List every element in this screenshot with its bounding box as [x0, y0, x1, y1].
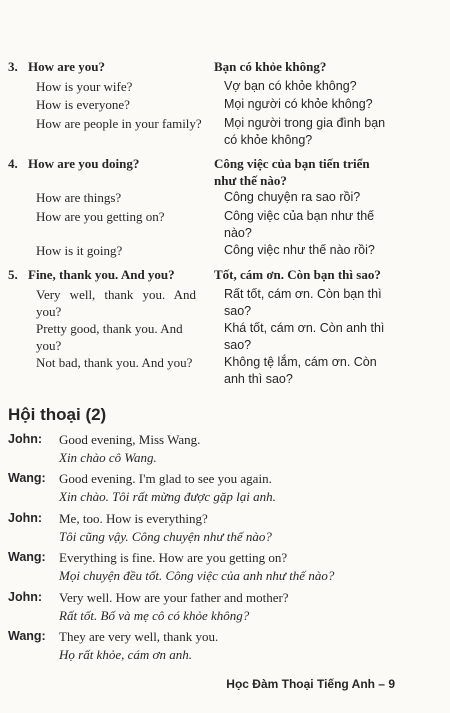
line-en: Everything is fine. How are you getting on?	[59, 550, 288, 565]
phrase-5-en-head: 5. Fine, thank you. And you?	[8, 267, 175, 282]
line-vi: Rất tốt. Bố và mẹ cô có khỏe không?	[59, 608, 250, 623]
phrase-3-en-head: 3. How are you?	[8, 59, 106, 74]
phrase-3-item-3-vi: Mọi người trong gia đình bạn có khỏe không?	[224, 116, 386, 147]
line-en: Good evening, Miss Wang.	[59, 432, 201, 447]
speaker: Wang:	[8, 471, 46, 485]
speaker: Wang:	[8, 629, 46, 643]
phrase-4-item-3-en: How is it going?	[36, 243, 123, 258]
phrase-4-en-head: 4. How are you doing?	[8, 156, 140, 171]
line-en: Me, too. How is everything?	[59, 511, 208, 526]
phrase-3-item-2-en: How is everyone?	[36, 97, 130, 112]
phrase-5-item-1-vi: Rất tốt, cám ơn. Còn bạn thì sao?	[224, 287, 382, 318]
speaker: John:	[8, 432, 43, 446]
phrase-3-vi-head: Bạn có khỏe không?	[214, 59, 327, 74]
phrase-5-item-3-en: Not bad, thank you. And you?	[36, 355, 193, 370]
line-vi: Xin chào cô Wang.	[59, 450, 157, 465]
phrase-4-item-1-en: How are things?	[36, 190, 122, 205]
line-vi: Mọi chuyện đều tốt. Công việc của anh như thế nào?	[59, 568, 335, 583]
phrase-5-vi-head: Tốt, cám ơn. Còn bạn thì sao?	[214, 267, 381, 282]
line-en: Very well. How are your father and mother?	[59, 590, 289, 605]
phrase-4-item-3-vi: Công việc như thế nào rồi?	[224, 243, 375, 257]
phrase-3-item-1-vi: Vợ bạn có khỏe không?	[224, 79, 357, 93]
phrase-4-item-2-vi: Công việc của bạn như thế nào?	[224, 209, 375, 240]
line-vi: Tôi cũng vậy. Công chuyện như thế nào?	[59, 529, 272, 544]
line-en: They are very well, thank you.	[59, 629, 219, 644]
phrase-5-item-1-en: Very well, thank you. And you?	[36, 287, 196, 319]
dialogue-title: Hội thoại (2)	[8, 405, 107, 424]
line-vi: Xin chào. Tôi rất mừng được gặp lại anh.	[59, 489, 276, 504]
phrase-5-item-2-vi: Khá tốt, cám ơn. Còn anh thì sao?	[224, 321, 385, 352]
phrase-3-item-2-vi: Mọi người có khỏe không?	[224, 97, 373, 111]
line-vi: Họ rất khỏe, cám ơn anh.	[59, 647, 192, 662]
phrase-5-item-3-vi: Không tệ lắm, cám ơn. Còn anh thì sao?	[224, 355, 377, 386]
phrase-5-item-2-en: Pretty good, thank you. And you?	[36, 321, 183, 353]
speaker: John:	[8, 590, 43, 604]
phrase-4-item-2-en: How are you getting on?	[36, 209, 165, 224]
phrase-4-item-1-vi: Công chuyện ra sao rồi?	[224, 190, 361, 204]
speaker: John:	[8, 511, 43, 525]
phrase-3-item-3-en: How are people in your family?	[36, 116, 202, 131]
line-en: Good evening. I'm glad to see you again.	[59, 471, 272, 486]
page-footer: Học Đàm Thoại Tiếng Anh – 9	[226, 677, 395, 691]
speaker: Wang:	[8, 550, 46, 564]
phrase-4-vi-head: Công việc của bạn tiến triển như thế nào?	[214, 156, 370, 188]
phrase-3-item-1-en: How is your wife?	[36, 79, 133, 94]
